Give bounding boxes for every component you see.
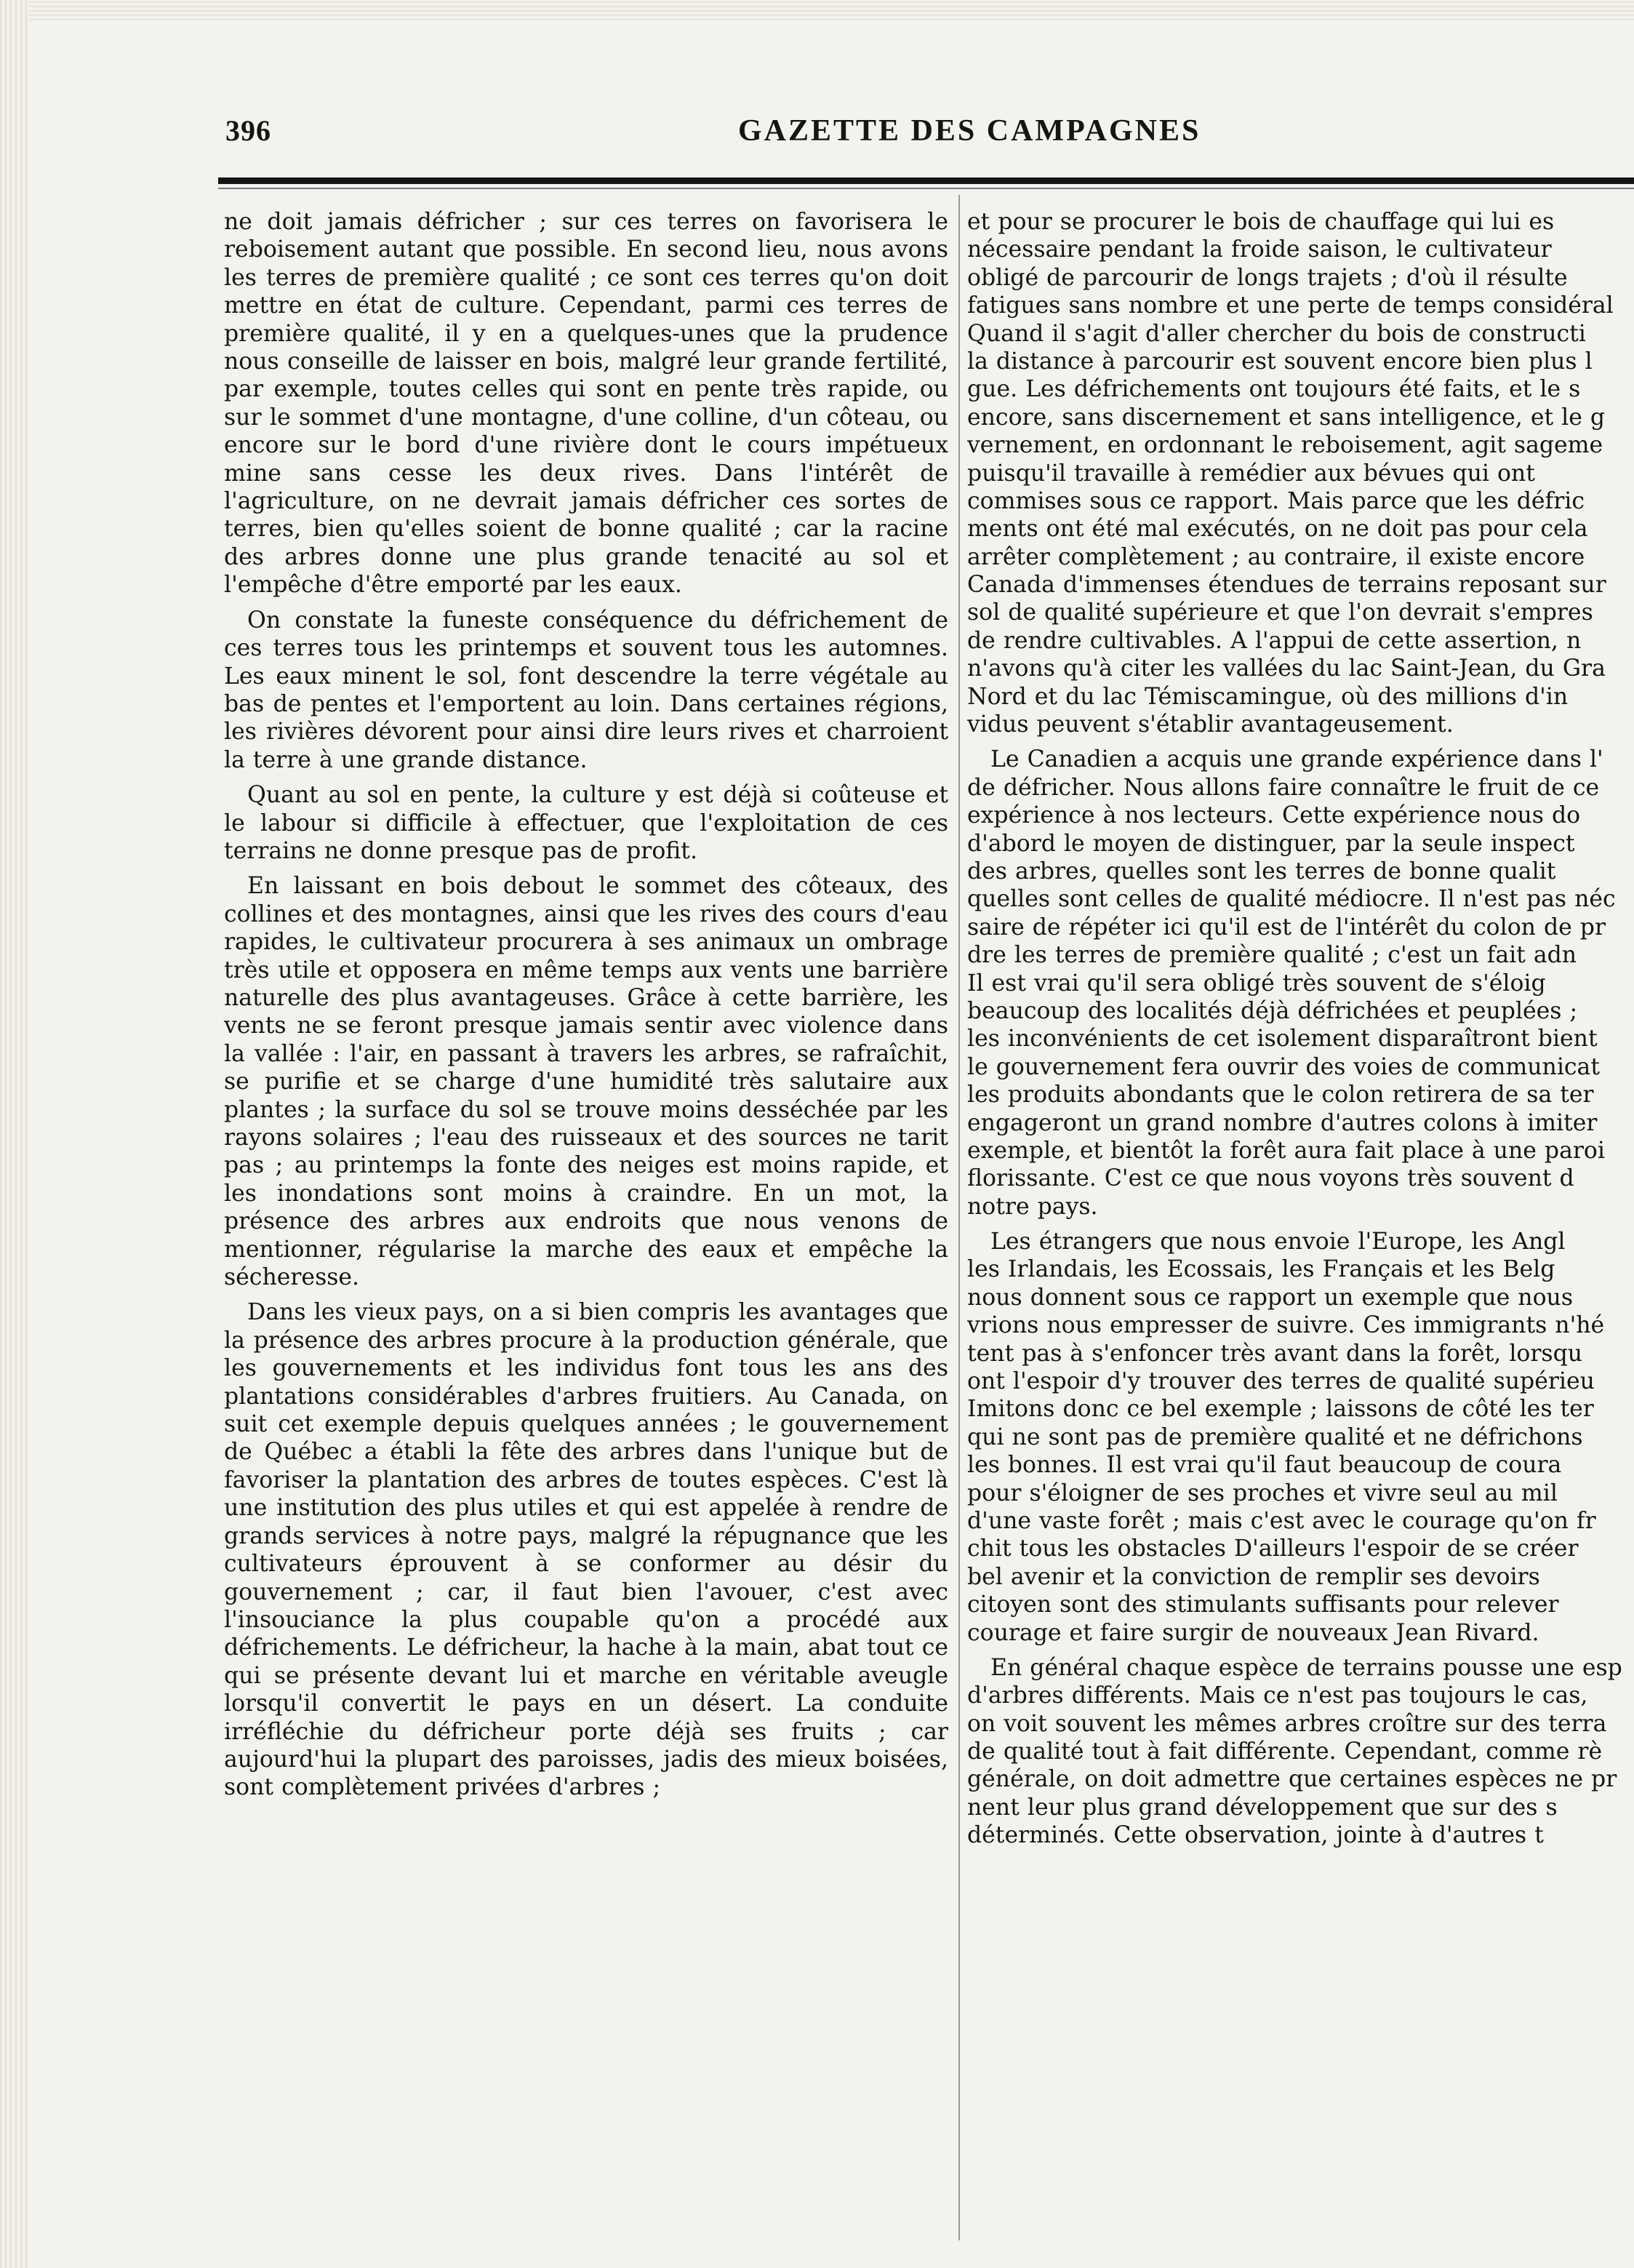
header-rule-thick	[218, 177, 1634, 184]
left-column	[224, 208, 948, 1809]
right-paragraph-line: et pour se procurer le bois de chauffage qui lui es	[967, 209, 1555, 235]
right-paragraph-line: d'une vaste forêt ; mais c'est avec le courage qu'on fr	[967, 1507, 1596, 1534]
right-paragraph-line: florissante. C'est ce que nous voyons très souvent d	[967, 1165, 1574, 1192]
right-paragraph-line: de défricher. Nous allons faire connaître le fruit de ce	[967, 774, 1600, 801]
running-title: GAZETTE DES CAMPAGNES	[738, 114, 1201, 148]
right-paragraph-line: d'arbres différents. Mais ce n'est pas toujours le cas,	[967, 1682, 1588, 1709]
right-paragraph-line: nent leur plus grand développement que sur des s	[967, 1794, 1558, 1821]
scan-edge-left	[0, 0, 29, 2268]
right-paragraph-line: Quand il s'agit d'aller chercher du bois de constructi	[967, 320, 1586, 347]
right-column	[967, 208, 1634, 2245]
right-paragraph-line: les produits abondants que le colon retirera de sa ter	[967, 1082, 1594, 1109]
scan-edge-top	[0, 0, 1634, 20]
left-paragraph: On constate la funeste conséquence du défrichement de ces terres tous les printemps et souvent tous les automnes. Les eaux minent le sol, font descendre la terre végétale au bas de pentes et l'emportent au loin. Dans certaines régions, les rivières dévorent pour ainsi dire leurs rives et charroient la terre à une grande distance.	[224, 607, 948, 773]
right-paragraph-line: sol de qualité supérieure et que l'on devrait s'empres	[967, 599, 1593, 626]
left-paragraph: ne doit jamais défricher ; sur ces terres on favorisera le reboisement autant que possible. En second lieu, nous avons les terres de première qualité ; ce sont ces terres qu'on doit mettre en état de culture. Cependant, parmi ces terres de première qualité, il y en a quelques-unes que la prudence nous conseille de laisser en bois, malgré leur grande fertilité, par exemple, toutes celles qui sont en pente très rapide, ou sur le sommet d'une montagne, d'une colline, d'un côteau, ou encore sur le bord d'une rivière dont le cours impétueux mine sans cesse les deux rives. Dans l'intérêt de l'agriculture, on ne devrait jamais défricher ces sortes de terres, bien qu'elles soient de bonne qualité ; car la racine des arbres donne une plus grande tenacité au sol et l'empêche d'être emporté par les eaux.	[224, 209, 948, 599]
right-paragraph	[967, 1228, 1634, 1647]
left-paragraph: En laissant en bois debout le sommet des côteaux, des collines et des montagnes, ainsi que les rives des cours d'eau rapides, le cultivateur procurera à ses animaux un ombrage très utile et opposera en même temps aux vents une barrière naturelle des plus avantageuses. Grâce à cette barrière, les vents ne se feront presque jamais sentir avec violence dans la vallée : l'air, en passant à travers les arbres, se rafraîchit, se purifie et se charge d'une humidité très salutaire aux plantes ; la surface du sol se trouve moins desséchée par les rayons solaires ; l'eau des ruisseaux et des sources ne tarit pas ; au printemps la fonte des neiges est moins rapide, et les inondations sont moins à craindre. En un mot, la présence des arbres aux endroits que nous venons de mentionner, régularise la marche des eaux et empêche la sécheresse.	[224, 873, 948, 1291]
page-header	[218, 108, 1634, 166]
right-paragraph-line: quelles sont celles de qualité médiocre. Il n'est pas néc	[967, 886, 1616, 913]
page-number: 396	[225, 114, 271, 147]
right-paragraph-line: Canada d'immenses étendues de terrains reposant sur	[967, 572, 1606, 599]
right-paragraph	[967, 208, 1634, 738]
right-paragraph-line: de rendre cultivables. A l'appui de cette assertion, n	[967, 627, 1582, 654]
right-paragraph-line: les bonnes. Il est vrai qu'il faut beaucoup de coura	[967, 1452, 1562, 1479]
right-paragraph-line: expérience à nos lecteurs. Cette expérience nous do	[967, 802, 1581, 829]
right-paragraph-line: obligé de parcourir de longs trajets ; d'où il résulte	[967, 264, 1568, 291]
right-paragraph-line: saire de répéter ici qu'il est de l'intérêt du colon de pr	[967, 914, 1606, 941]
right-paragraph-line: Le Canadien a acquis une grande expérience dans l'	[990, 746, 1603, 773]
right-paragraph-line: Imitons donc ce bel exemple ; laissons de côté les ter	[967, 1396, 1594, 1423]
right-paragraph-line: arrêter complètement ; au contraire, il existe encore	[967, 543, 1585, 570]
right-paragraph-line: fatigues sans nombre et une perte de temps considéral	[967, 292, 1614, 319]
right-paragraph-line: engageront un grand nombre d'autres colons à imiter	[967, 1109, 1598, 1136]
right-paragraph	[967, 746, 1634, 1221]
right-paragraph-line: puisqu'il travaille à remédier aux bévues qui ont	[967, 460, 1535, 487]
right-paragraph-line: dre les terres de première qualité ; c'est un fait adn	[967, 942, 1577, 969]
right-paragraph-line: commises sous ce rapport. Mais parce que les défric	[967, 487, 1585, 514]
right-paragraph-line: déterminés. Cette observation, jointe à d'autres t	[967, 1822, 1544, 1849]
right-paragraph-line: des arbres, quelles sont les terres de bonne qualit	[967, 858, 1556, 885]
right-paragraph-line: Les étrangers que nous envoie l'Europe, les Angl	[990, 1229, 1566, 1255]
right-paragraph-line: vernement, en ordonnant le reboisement, agit sageme	[967, 432, 1603, 459]
right-paragraph-line: ont l'espoir d'y trouver des terres de qualité supérieu	[967, 1368, 1595, 1395]
right-paragraph-line: de qualité tout à fait différente. Cependant, comme rè	[967, 1738, 1603, 1765]
left-paragraph: Quant au sol en pente, la culture y est déjà si coûteuse et le labour si difficile à effectuer, que l'exploitation de ces terrains ne donne presque pas de profit.	[224, 782, 948, 864]
right-paragraph-line: En général chaque espèce de terrains pousse une esp	[990, 1654, 1622, 1681]
right-paragraph-line: Nord et du lac Témiscamingue, où des millions d'in	[967, 683, 1569, 710]
right-paragraph-line: la distance à parcourir est souvent encore bien plus l	[967, 348, 1593, 375]
right-paragraph-line: courage et faire surgir de nouveaux Jean Rivard.	[967, 1619, 1539, 1646]
left-paragraph: Dans les vieux pays, on a si bien compris les avantages que la présence des arbres procure à la production générale, que les gouvernements et les individus font tous les ans des plantations considérables d'arbres fruitiers. Au Canada, on suit cet exemple depuis quelques années ; le gouvernement de Québec a établi la fête des arbres dans l'unique but de favoriser la plantation des arbres de toutes espèces. C'est là une institution des plus utiles et qui est appelée à rendre de grands services à notre pays, malgré la répugnance que les cultivateurs éprouvent à se conformer au désir du gouvernement ; car, il faut bien l'avouer, c'est avec l'insouciance la plus coupable qu'on a procédé aux défrichements. Le défricheur, la hache à la main, abat tout ce qui se présente devant lui et marche en véritable aveugle lorsqu'il convertit le pays en un désert. La conduite irréfléchie du défricheur porte déjà ses fruits ; car aujourd'hui la plupart des paroisses, jadis des mieux boisées, sont complètement privées d'arbres ;	[224, 1299, 948, 1801]
right-paragraph-line: vrions nous empresser de suivre. Ces immigrants n'hé	[967, 1312, 1605, 1339]
right-paragraph-line: les inconvénients de cet isolement disparaîtront bient	[967, 1026, 1598, 1053]
right-paragraph-line: n'avons qu'à citer les vallées du lac Saint-Jean, du Gra	[967, 655, 1606, 682]
right-paragraph-line: générale, on doit admettre que certaines espèces ne pr	[967, 1766, 1617, 1793]
right-paragraph-line: exemple, et bientôt la forêt aura fait place à une paroi	[967, 1137, 1605, 1164]
right-paragraph-line: beaucoup des localités déjà défrichées et peuplées ;	[967, 997, 1578, 1024]
right-paragraph	[967, 1654, 1634, 1850]
header-rule-thin	[218, 188, 1634, 189]
right-paragraph-line: tent pas à s'enfoncer très avant dans la forêt, lorsqu	[967, 1340, 1583, 1367]
right-paragraph-line: bel avenir et la conviction de remplir ses devoirs	[967, 1563, 1540, 1590]
right-paragraph-line: vidus peuvent s'établir avantageusement.	[967, 711, 1454, 738]
right-paragraph-line: les Irlandais, les Ecossais, les Français et les Belg	[967, 1256, 1555, 1283]
right-paragraph-line: d'abord le moyen de distinguer, par la seule inspect	[967, 830, 1575, 857]
right-paragraph-line: nécessaire pendant la froide saison, le cultivateur	[967, 236, 1552, 263]
right-paragraph-line: nous donnent sous ce rapport un exemple que nous	[967, 1284, 1573, 1311]
right-paragraph-line: qui ne sont pas de première qualité et ne défrichons	[967, 1424, 1583, 1450]
right-paragraph-line: ments ont été mal exécutés, on ne doit pas pour cela	[967, 516, 1588, 543]
right-paragraph-line: chit tous les obstacles D'ailleurs l'espoir de se créer	[967, 1536, 1579, 1562]
column-divider	[958, 195, 960, 2240]
right-paragraph-line: citoyen sont des stimulants suffisants pour relever	[967, 1592, 1559, 1618]
right-paragraph-line: pour s'éloigner de ses proches et vivre seul au mil	[967, 1480, 1558, 1506]
right-paragraph-line: Il est vrai qu'il sera obligé très souvent de s'éloig	[967, 970, 1546, 997]
right-paragraph-line: encore, sans discernement et sans intelligence, et le g	[967, 404, 1606, 431]
right-paragraph-line: on voit souvent les mêmes arbres croître sur des terra	[967, 1710, 1607, 1737]
right-paragraph-line: gue. Les défrichements ont toujours été faits, et le s	[967, 376, 1581, 403]
right-paragraph-line: notre pays.	[967, 1193, 1098, 1220]
right-paragraph-line: le gouvernement fera ouvrir des voies de communicat	[967, 1053, 1600, 1080]
